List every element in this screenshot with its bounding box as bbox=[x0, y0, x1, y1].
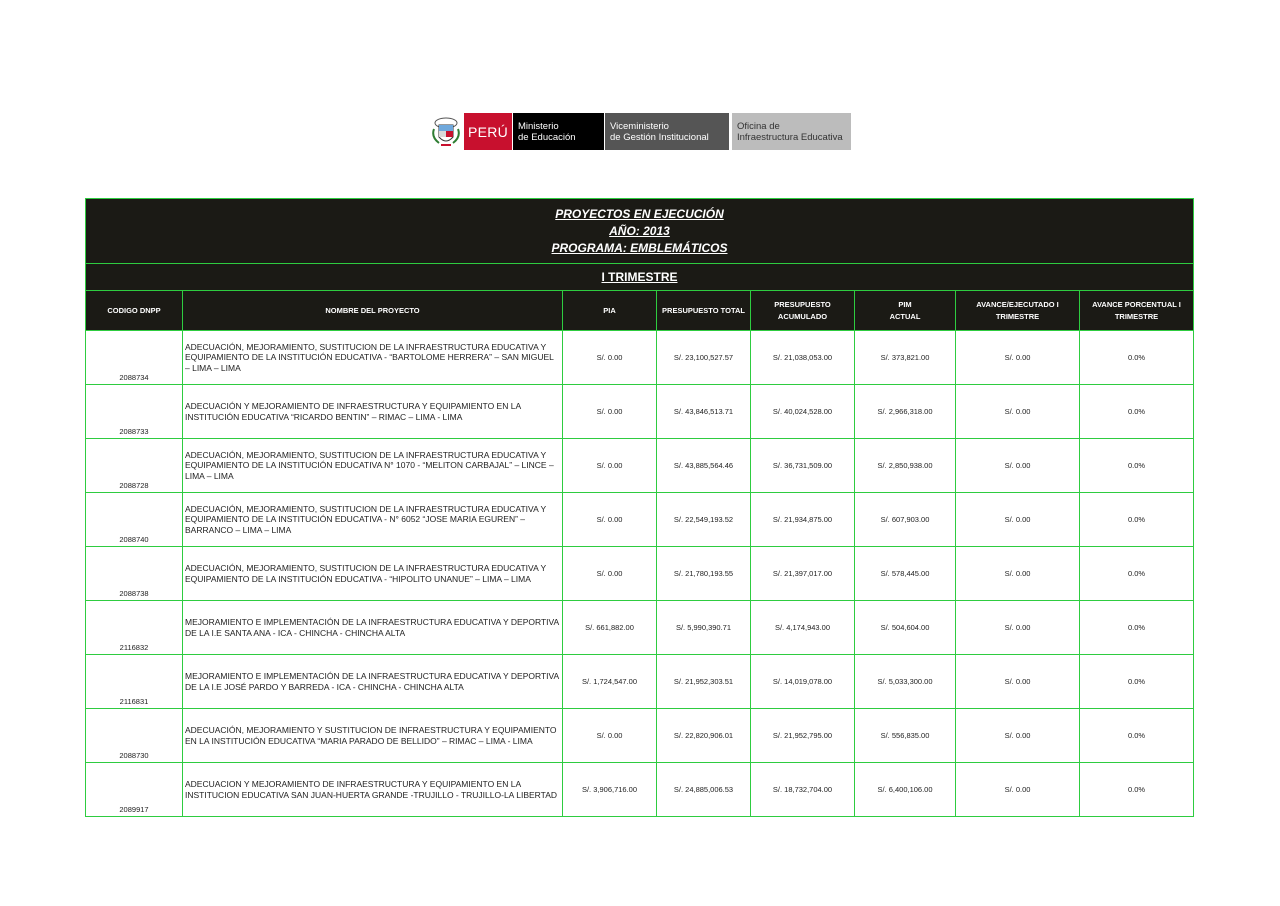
oficina-line2: Infraestructura Educativa bbox=[737, 131, 843, 143]
cell-avance-porcentual: 0.0% bbox=[1080, 385, 1194, 439]
cell-avance-porcentual: 0.0% bbox=[1080, 331, 1194, 385]
coat-of-arms-icon bbox=[428, 113, 464, 150]
header-acumulado-line2: ACUMULADO bbox=[777, 311, 828, 321]
cell-pia: S/. 0.00 bbox=[563, 331, 657, 385]
header-pim-line2: ACTUAL bbox=[889, 311, 921, 321]
cell-avance-porcentual: 0.0% bbox=[1080, 547, 1194, 601]
cell-pia: S/. 0.00 bbox=[563, 439, 657, 493]
table-row bbox=[86, 385, 1194, 439]
cell-nombre: ADECUACIÓN, MEJORAMIENTO Y SUSTITUCION DE INFRAESTRUCTURA Y EQUIPAMIENTO EN LA INSTITUCIÓN EDUCATIVA “MARIA PARADO DE BELLIDO” – RIMAC – LIMA - LIMA bbox=[183, 709, 563, 763]
projects-table bbox=[85, 198, 1194, 817]
cell-pim-actual: S/. 2,850,938.00 bbox=[855, 439, 956, 493]
table-row bbox=[86, 493, 1194, 547]
cell-presupuesto-acumulado: S/. 21,952,795.00 bbox=[751, 709, 855, 763]
oficina-logo bbox=[729, 113, 851, 150]
cell-presupuesto-acumulado: S/. 4,174,943.00 bbox=[751, 601, 855, 655]
cell-codigo: 2089917 bbox=[86, 763, 183, 817]
cell-nombre: ADECUACIÓN, MEJORAMIENTO, SUSTITUCION DE LA INFRAESTRUCTURA EDUCATIVA Y EQUIPAMIENTO DE LA INSTITUCIÓN EDUCATIVA - “BARTOLOME HERRERA” – SAN MIGUEL – LIMA – LIMA bbox=[183, 331, 563, 385]
cell-pim-actual: S/. 6,400,106.00 bbox=[855, 763, 956, 817]
header-porcentual-line1: AVANCE PORCENTUAL I bbox=[1092, 299, 1181, 309]
cell-presupuesto-acumulado: S/. 40,024,528.00 bbox=[751, 385, 855, 439]
cell-nombre: ADECUACIÓN, MEJORAMIENTO, SUSTITUCION DE LA INFRAESTRUCTURA EDUCATIVA Y EQUIPAMIENTO DE LA INSTITUCIÓN EDUCATIVA - N° 6052 “JOSE MARIA EGUREN” – BARRANCO – LIMA – LIMA bbox=[183, 493, 563, 547]
title-line2: AÑO: 2013 bbox=[609, 223, 670, 238]
cell-pim-actual: S/. 578,445.00 bbox=[855, 547, 956, 601]
table-row bbox=[86, 439, 1194, 493]
cell-presupuesto-total: S/. 43,846,513.71 bbox=[657, 385, 751, 439]
cell-pia: S/. 0.00 bbox=[563, 547, 657, 601]
cell-codigo: 2088740 bbox=[86, 493, 183, 547]
table-row bbox=[86, 709, 1194, 763]
cell-presupuesto-total: S/. 23,100,527.57 bbox=[657, 331, 751, 385]
cell-presupuesto-acumulado: S/. 21,934,875.00 bbox=[751, 493, 855, 547]
cell-presupuesto-acumulado: S/. 14,019,078.00 bbox=[751, 655, 855, 709]
cell-nombre: ADECUACIÓN Y MEJORAMIENTO DE INFRAESTRUCTURA Y EQUIPAMIENTO EN LA INSTITUCIÓN EDUCATIVA “RICARDO BENTIN” – RIMAC – LIMA - LIMA bbox=[183, 385, 563, 439]
cell-avance-ejecutado: S/. 0.00 bbox=[956, 385, 1080, 439]
cell-codigo: 2088733 bbox=[86, 385, 183, 439]
cell-pim-actual: S/. 373,821.00 bbox=[855, 331, 956, 385]
header-pia: PIA bbox=[563, 291, 657, 331]
cell-avance-ejecutado: S/. 0.00 bbox=[956, 331, 1080, 385]
title-line1: PROYECTOS EN EJECUCIÓN bbox=[555, 206, 724, 221]
cell-pia: S/. 0.00 bbox=[563, 709, 657, 763]
cell-avance-porcentual: 0.0% bbox=[1080, 655, 1194, 709]
cell-codigo: 2088738 bbox=[86, 547, 183, 601]
cell-pia: S/. 0.00 bbox=[563, 385, 657, 439]
projects-table-wrapper bbox=[85, 198, 1193, 817]
cell-pia: S/. 1,724,547.00 bbox=[563, 655, 657, 709]
ministerio-line2: de Educación bbox=[518, 131, 576, 143]
header-avance-ejecutado bbox=[956, 291, 1080, 331]
header-pim-actual bbox=[855, 291, 956, 331]
cell-presupuesto-total: S/. 5,990,390.71 bbox=[657, 601, 751, 655]
cell-nombre: ADECUACION Y MEJORAMIENTO DE INFRAESTRUCTURA Y EQUIPAMIENTO EN LA INSTITUCION EDUCATIVA SAN JUAN-HUERTA GRANDE -TRUJILLO - TRUJILLO-LA LIBERTAD bbox=[183, 763, 563, 817]
header-ejecutado-line2: TRIMESTRE bbox=[995, 311, 1040, 321]
cell-presupuesto-total: S/. 21,952,303.51 bbox=[657, 655, 751, 709]
cell-avance-ejecutado: S/. 0.00 bbox=[956, 655, 1080, 709]
header-codigo: CODIGO DNPP bbox=[86, 291, 183, 331]
table-row bbox=[86, 763, 1194, 817]
cell-nombre: ADECUACIÓN, MEJORAMIENTO, SUSTITUCION DE LA INFRAESTRUCTURA EDUCATIVA Y EQUIPAMIENTO DE LA INSTITUCIÓN EDUCATIVA N° 1070 - “MELITON CARBAJAL” – LINCE – LIMA – LIMA bbox=[183, 439, 563, 493]
cell-pia: S/. 3,906,716.00 bbox=[563, 763, 657, 817]
cell-presupuesto-total: S/. 22,549,193.52 bbox=[657, 493, 751, 547]
cell-presupuesto-acumulado: S/. 21,397,017.00 bbox=[751, 547, 855, 601]
cell-codigo: 2116831 bbox=[86, 655, 183, 709]
cell-presupuesto-total: S/. 21,780,193.55 bbox=[657, 547, 751, 601]
ministerio-line1: Ministerio bbox=[518, 120, 559, 132]
header-avance-porcentual bbox=[1080, 291, 1194, 331]
cell-avance-ejecutado: S/. 0.00 bbox=[956, 547, 1080, 601]
cell-avance-ejecutado: S/. 0.00 bbox=[956, 493, 1080, 547]
ministerio-logo bbox=[512, 113, 604, 150]
table-title bbox=[86, 199, 1194, 264]
table-row bbox=[86, 655, 1194, 709]
trimestre-heading: I TRIMESTRE bbox=[86, 264, 1194, 291]
table-row bbox=[86, 601, 1194, 655]
cell-pim-actual: S/. 5,033,300.00 bbox=[855, 655, 956, 709]
peru-logo: PERÚ bbox=[464, 113, 512, 150]
cell-presupuesto-acumulado: S/. 21,038,053.00 bbox=[751, 331, 855, 385]
cell-codigo: 2088728 bbox=[86, 439, 183, 493]
cell-nombre: ADECUACIÓN, MEJORAMIENTO, SUSTITUCION DE LA INFRAESTRUCTURA EDUCATIVA Y EQUIPAMIENTO DE LA INSTITUCIÓN EDUCATIVA - “HIPOLITO UNANUE” – LIMA – LIMA bbox=[183, 547, 563, 601]
cell-avance-porcentual: 0.0% bbox=[1080, 601, 1194, 655]
oficina-line1: Oficina de bbox=[737, 120, 780, 132]
cell-avance-ejecutado: S/. 0.00 bbox=[956, 763, 1080, 817]
cell-avance-porcentual: 0.0% bbox=[1080, 709, 1194, 763]
header-presupuesto-total: PRESUPUESTO TOTAL bbox=[657, 291, 751, 331]
table-row bbox=[86, 547, 1194, 601]
cell-pim-actual: S/. 607,903.00 bbox=[855, 493, 956, 547]
cell-codigo: 2116832 bbox=[86, 601, 183, 655]
viceministerio-logo bbox=[604, 113, 729, 150]
cell-presupuesto-total: S/. 22,820,906.01 bbox=[657, 709, 751, 763]
cell-codigo: 2088734 bbox=[86, 331, 183, 385]
cell-pia: S/. 661,882.00 bbox=[563, 601, 657, 655]
cell-avance-ejecutado: S/. 0.00 bbox=[956, 601, 1080, 655]
cell-pia: S/. 0.00 bbox=[563, 493, 657, 547]
cell-presupuesto-total: S/. 24,885,006.53 bbox=[657, 763, 751, 817]
table-row bbox=[86, 331, 1194, 385]
title-line3: PROGRAMA: EMBLEMÁTICOS bbox=[551, 240, 728, 255]
cell-presupuesto-acumulado: S/. 36,731,509.00 bbox=[751, 439, 855, 493]
cell-nombre: MEJORAMIENTO E IMPLEMENTACIÓN DE LA INFRAESTRUCTURA EDUCATIVA Y DEPORTIVA DE LA I.E SANTA ANA - ICA - CHINCHA - CHINCHA ALTA bbox=[183, 601, 563, 655]
header-acumulado-line1: PRESUPUESTO bbox=[774, 299, 831, 309]
header-nombre: NOMBRE DEL PROYECTO bbox=[183, 291, 563, 331]
table-body bbox=[86, 331, 1194, 817]
vice-line2: de Gestión Institucional bbox=[610, 131, 709, 143]
header-ejecutado-line1: AVANCE/EJECUTADO I bbox=[976, 299, 1059, 309]
cell-avance-porcentual: 0.0% bbox=[1080, 439, 1194, 493]
cell-avance-ejecutado: S/. 0.00 bbox=[956, 709, 1080, 763]
cell-avance-porcentual: 0.0% bbox=[1080, 493, 1194, 547]
cell-avance-porcentual: 0.0% bbox=[1080, 763, 1194, 817]
cell-avance-ejecutado: S/. 0.00 bbox=[956, 439, 1080, 493]
vice-line1: Viceministerio bbox=[610, 120, 669, 132]
header-logos bbox=[428, 113, 851, 150]
header-porcentual-line2: TRIMESTRE bbox=[1114, 311, 1159, 321]
cell-codigo: 2088730 bbox=[86, 709, 183, 763]
header-pim-line1: PIM bbox=[898, 299, 912, 309]
cell-presupuesto-total: S/. 43,885,564.46 bbox=[657, 439, 751, 493]
cell-presupuesto-acumulado: S/. 18,732,704.00 bbox=[751, 763, 855, 817]
cell-nombre: MEJORAMIENTO E IMPLEMENTACIÓN DE LA INFRAESTRUCTURA EDUCATIVA Y DEPORTIVA DE LA I.E JOSÉ PARDO Y BARREDA - ICA - CHINCHA - CHINCHA ALTA bbox=[183, 655, 563, 709]
cell-pim-actual: S/. 556,835.00 bbox=[855, 709, 956, 763]
header-presupuesto-acumulado bbox=[751, 291, 855, 331]
cell-pim-actual: S/. 2,966,318.00 bbox=[855, 385, 956, 439]
cell-pim-actual: S/. 504,604.00 bbox=[855, 601, 956, 655]
